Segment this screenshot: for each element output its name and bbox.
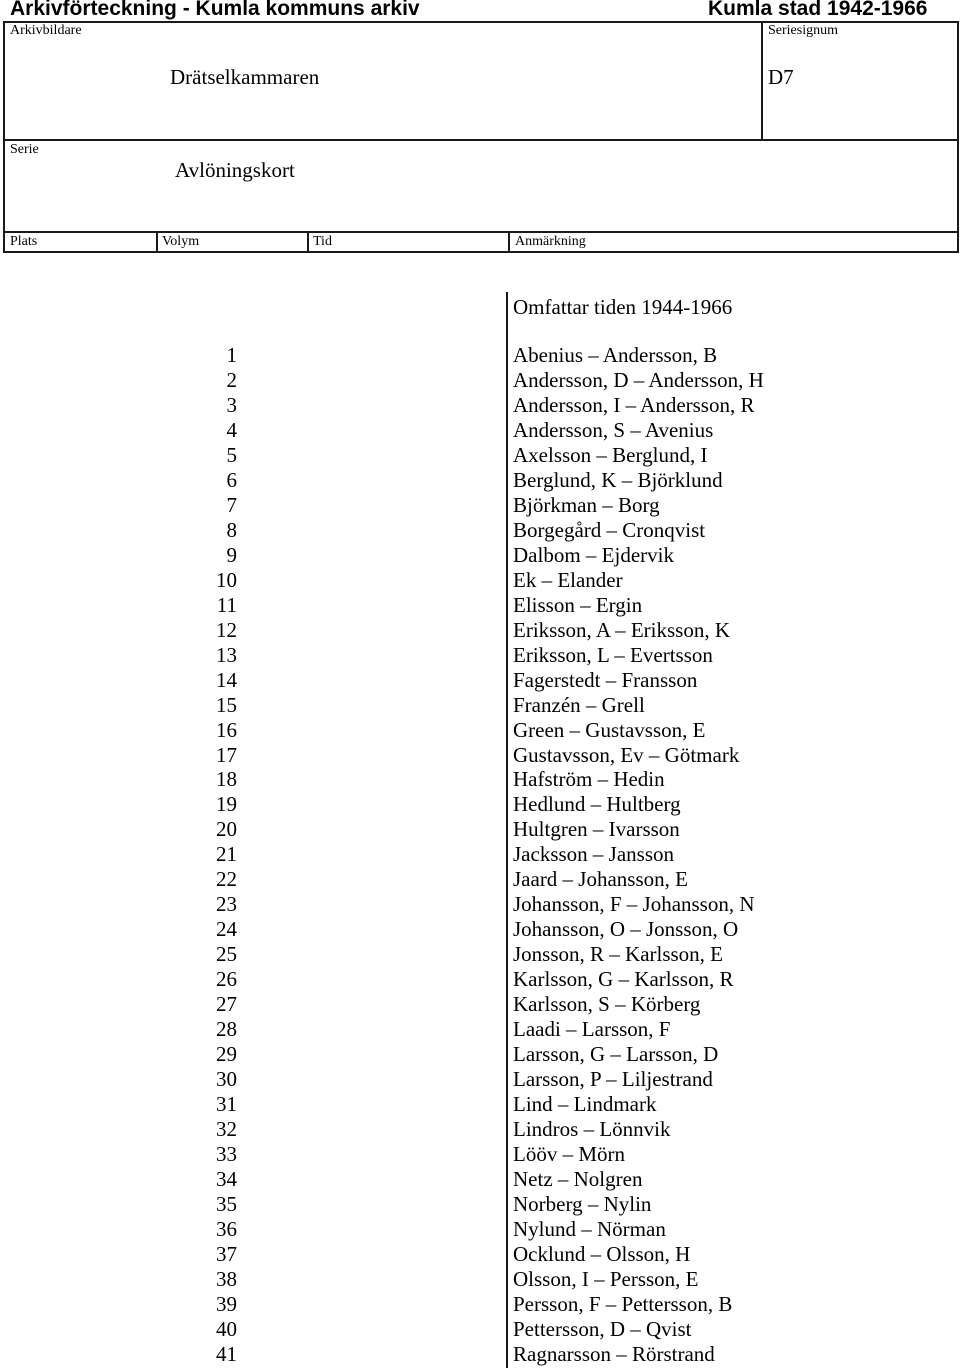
list-item — [0, 1267, 960, 1292]
column-anmarkning: Anmärkning — [515, 234, 586, 249]
volume-number: 5 — [226, 442, 237, 467]
volume-name-range: Gustavsson, Ev – Götmark — [513, 742, 740, 767]
volume-number: 15 — [216, 692, 237, 717]
volume-number: 39 — [216, 1291, 237, 1316]
list-item — [0, 1092, 960, 1117]
volume-number: 27 — [216, 992, 237, 1017]
list-item — [0, 917, 960, 942]
volume-number: 9 — [226, 542, 237, 567]
volume-number: 30 — [216, 1067, 237, 1092]
list-item — [0, 618, 960, 643]
list-item — [0, 468, 960, 493]
volume-name-range: Olsson, I – Persson, E — [513, 1266, 699, 1291]
list-item — [0, 418, 960, 443]
serie-value: Avlöningskort — [175, 158, 295, 182]
volume-name-range: Hultgren – Ivarsson — [513, 817, 680, 842]
volume-name-range: Abenius – Andersson, B — [513, 343, 718, 367]
volume-number: 3 — [226, 392, 237, 417]
volume-number: 21 — [216, 842, 237, 867]
arkivbildare-label: Arkivbildare — [10, 23, 82, 38]
volume-name-range: Lind – Lindmark — [513, 1092, 657, 1117]
list-item — [0, 593, 960, 618]
list-item — [0, 518, 960, 543]
volume-number: 1 — [226, 343, 237, 367]
list-item — [0, 668, 960, 693]
volume-name-range: Pettersson, D – Qvist — [513, 1316, 692, 1341]
column-divider-1 — [156, 231, 158, 253]
list-item — [0, 1067, 960, 1092]
volume-name-range: Laadi – Larsson, F — [513, 1017, 671, 1042]
list-item — [0, 967, 960, 992]
volume-number: 34 — [216, 1166, 237, 1191]
volume-name-range: Norberg – Nylin — [513, 1191, 652, 1216]
volume-number: 40 — [216, 1316, 237, 1341]
list-item — [0, 643, 960, 668]
volume-number: 6 — [226, 467, 237, 492]
form-divider-2 — [3, 231, 959, 233]
volume-number: 37 — [216, 1241, 237, 1266]
volume-list — [0, 343, 960, 1367]
volume-number: 41 — [216, 1341, 237, 1366]
volume-name-range: Hedlund – Hultberg — [513, 792, 681, 817]
list-item — [0, 1242, 960, 1267]
volume-number: 20 — [216, 817, 237, 842]
volume-name-range: Persson, F – Pettersson, B — [513, 1291, 733, 1316]
volume-name-range: Jonsson, R – Karlsson, E — [513, 942, 724, 967]
list-item — [0, 1042, 960, 1067]
list-item — [0, 1192, 960, 1217]
volume-name-range: Andersson, I – Andersson, R — [513, 392, 755, 417]
volume-name-range: Elisson – Ergin — [513, 592, 643, 617]
list-item — [0, 743, 960, 768]
list-item — [0, 493, 960, 518]
list-item — [0, 343, 960, 368]
list-item — [0, 1117, 960, 1142]
volume-number: 2 — [226, 367, 237, 392]
volume-name-range: Hafström – Hedin — [513, 767, 665, 792]
volume-name-range: Dalbom – Ejdervik — [513, 542, 674, 567]
seriesignum-label: Seriesignum — [768, 23, 838, 38]
volume-name-range: Karlsson, G – Karlsson, R — [513, 967, 734, 992]
volume-name-range: Björkman – Borg — [513, 492, 660, 517]
form-divider-signum — [761, 21, 763, 141]
list-item — [0, 443, 960, 468]
volume-number: 26 — [216, 967, 237, 992]
list-item — [0, 892, 960, 917]
volume-name-range: Jacksson – Jansson — [513, 842, 674, 867]
volume-number: 28 — [216, 1017, 237, 1042]
volume-name-range: Larsson, G – Larsson, D — [513, 1042, 719, 1067]
list-item — [0, 1217, 960, 1242]
volume-number: 36 — [216, 1216, 237, 1241]
list-item — [0, 867, 960, 892]
form-divider-1 — [3, 139, 959, 141]
volume-name-range: Lindros – Lönnvik — [513, 1117, 671, 1142]
volume-name-range: Ragnarsson – Rörstrand — [513, 1341, 715, 1366]
list-item — [0, 1342, 960, 1367]
volume-number: 17 — [216, 742, 237, 767]
column-plats: Plats — [10, 234, 38, 249]
volume-number: 33 — [216, 1142, 237, 1166]
list-item — [0, 942, 960, 967]
volume-name-range: Larsson, P – Liljestrand — [513, 1067, 713, 1092]
volume-number: 14 — [216, 667, 237, 692]
list-item — [0, 568, 960, 593]
column-divider-2 — [307, 231, 309, 253]
volume-number: 12 — [216, 617, 237, 642]
volume-name-range: Fagerstedt – Fransson — [513, 667, 698, 692]
volume-number: 4 — [226, 417, 237, 442]
volume-name-range: Ocklund – Olsson, H — [513, 1241, 691, 1266]
volume-name-range: Johansson, F – Johansson, N — [513, 892, 755, 917]
volume-name-range: Green – Gustavsson, E — [513, 717, 706, 742]
list-item — [0, 368, 960, 393]
column-tid: Tid — [313, 234, 332, 249]
volume-name-range: Netz – Nolgren — [513, 1166, 643, 1191]
list-item — [0, 1317, 960, 1342]
archive-period: Kumla stad 1942-1966 — [708, 0, 928, 20]
form-border-left — [3, 21, 5, 253]
volume-number: 8 — [226, 517, 237, 542]
volume-name-range: Johansson, O – Jonsson, O — [513, 917, 739, 942]
form-border-bottom — [3, 251, 959, 253]
volume-number: 29 — [216, 1042, 237, 1067]
arkivbildare-value: Drätselkammaren — [170, 65, 320, 89]
volume-number: 13 — [216, 642, 237, 667]
volume-number: 7 — [226, 492, 237, 517]
list-item — [0, 1017, 960, 1042]
list-item — [0, 693, 960, 718]
volume-number: 10 — [216, 567, 237, 592]
list-item — [0, 992, 960, 1017]
column-divider-3 — [508, 231, 510, 253]
list-item — [0, 393, 960, 418]
volume-number: 25 — [216, 942, 237, 967]
volume-number: 24 — [216, 917, 237, 942]
volume-name-range: Nylund – Nörman — [513, 1216, 666, 1241]
form-border-right — [957, 21, 959, 253]
volume-number: 31 — [216, 1092, 237, 1117]
list-item — [0, 1167, 960, 1192]
volume-number: 38 — [216, 1266, 237, 1291]
coverage-note: Omfattar tiden 1944-1966 — [513, 295, 733, 319]
document-title: Arkivförteckning - Kumla kommuns arkiv — [10, 0, 420, 20]
column-volym: Volym — [162, 234, 200, 249]
list-item — [0, 1292, 960, 1317]
volume-name-range: Eriksson, L – Evertsson — [513, 642, 713, 667]
volume-number: 35 — [216, 1191, 237, 1216]
list-item — [0, 767, 960, 792]
volume-name-range: Karlsson, S – Körberg — [513, 992, 701, 1017]
serie-label: Serie — [10, 142, 39, 157]
list-item — [0, 718, 960, 743]
seriesignum-value: D7 — [768, 65, 794, 89]
volume-number: 18 — [216, 767, 237, 792]
volume-name-range: Jaard – Johansson, E — [513, 867, 688, 892]
volume-name-range: Andersson, D – Andersson, H — [513, 367, 764, 392]
list-item — [0, 817, 960, 842]
volume-name-range: Ek – Elander — [513, 567, 623, 592]
volume-name-range: Borgegård – Cronqvist — [513, 517, 706, 542]
list-item — [0, 543, 960, 568]
volume-number: 22 — [216, 867, 237, 892]
volume-number: 11 — [216, 592, 237, 617]
volume-number: 23 — [216, 892, 237, 917]
volume-number: 32 — [216, 1117, 237, 1142]
list-item — [0, 842, 960, 867]
volume-name-range: Lööv – Mörn — [513, 1142, 625, 1166]
volume-number: 19 — [216, 792, 237, 817]
list-item — [0, 792, 960, 817]
volume-name-range: Axelsson – Berglund, I — [513, 442, 708, 467]
list-item — [0, 1142, 960, 1167]
volume-name-range: Eriksson, A – Eriksson, K — [513, 617, 731, 642]
volume-name-range: Andersson, S – Avenius — [513, 417, 714, 442]
volume-name-range: Berglund, K – Björklund — [513, 467, 723, 492]
volume-number: 16 — [216, 717, 237, 742]
volume-name-range: Franzén – Grell — [513, 692, 645, 717]
